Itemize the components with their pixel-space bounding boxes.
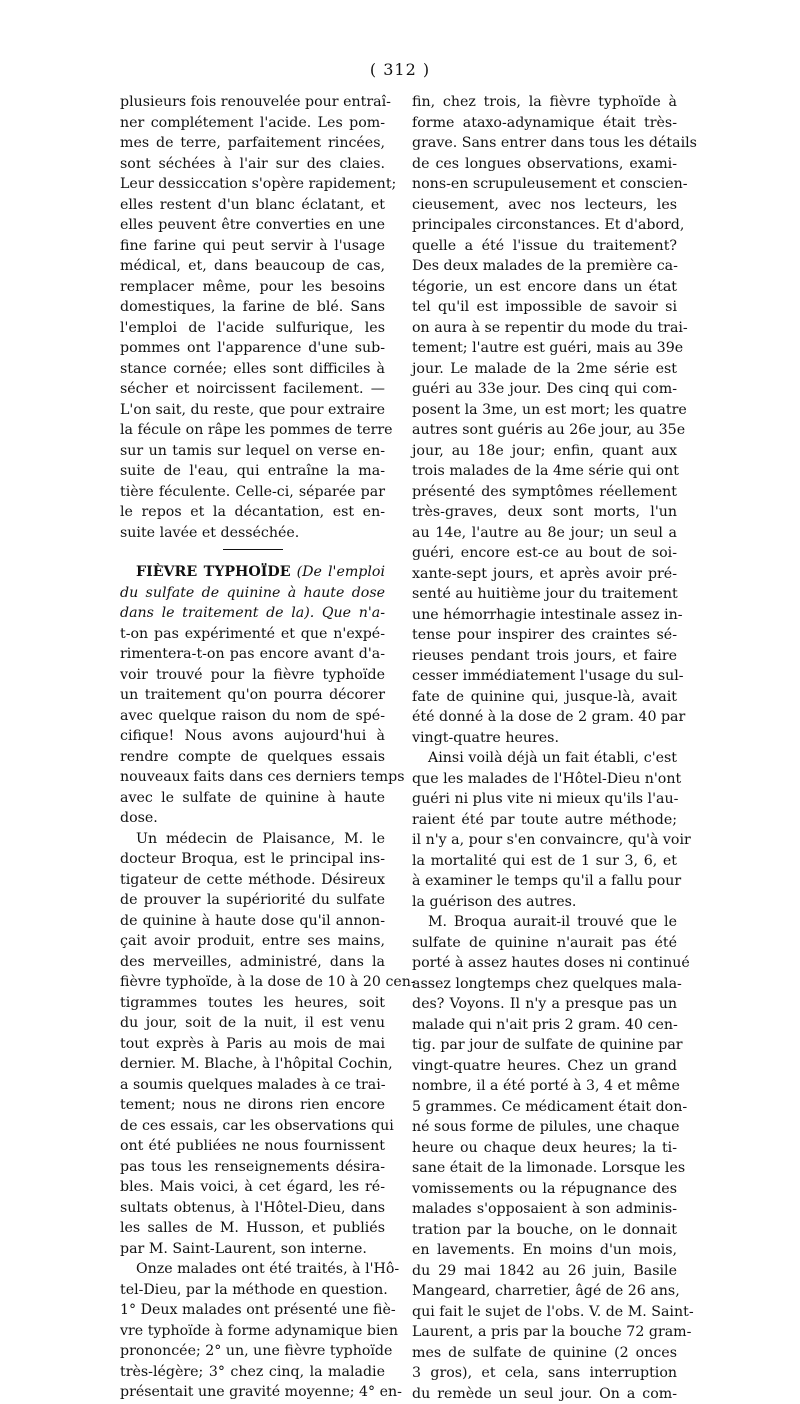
text-line: rendre compte de quelques essais [120, 747, 385, 768]
text-line: M. Broqua aurait-il trouvé que le [412, 912, 677, 933]
text-line: a soumis quelques malades à ce trai- [120, 1075, 385, 1096]
text-line: vingt-quatre heures. Chez un grand [412, 1056, 677, 1077]
text-line: t-on pas expérimenté et que n'expé- [120, 624, 385, 645]
text-line: tégorie, un est encore dans un état [412, 277, 677, 298]
text-line: malades s'opposaient à son adminis- [412, 1199, 677, 1220]
text-line: fièvre typhoïde, à la dose de 10 à 20 cen- [120, 972, 385, 993]
text-line: suite de l'eau, qui entraîne la ma- [120, 461, 385, 482]
section-divider [223, 549, 283, 550]
text-line: médical, et, dans beaucoup de cas, [120, 256, 385, 277]
text-line: docteur Broqua, est le principal ins- [120, 849, 385, 870]
text-line: au 14e, l'autre au 8e jour; un seul a [412, 523, 677, 544]
text-line: Un médecin de Plaisance, M. le [120, 829, 385, 850]
text-line: très-graves, deux sont morts, l'un [412, 502, 677, 523]
text-line: sur un tamis sur lequel on verse en- [120, 441, 385, 462]
text-line: vre typhoïde à forme adynamique bien [120, 1321, 385, 1342]
text-line: guéri ni plus vite ni mieux qu'ils l'au- [412, 789, 677, 810]
text-line: tement; l'autre est guéri, mais au 39e [412, 338, 677, 359]
text-line: mes de terre, parfaitement rincées, [120, 133, 385, 154]
text-line: fate de quinine qui, jusque-là, avait [412, 687, 677, 708]
text-line: pommes ont l'apparence d'une sub- [120, 338, 385, 359]
text-line: voir trouvé pour la fièvre typhoïde [120, 665, 385, 686]
heading-subtitle: (De l'emploi [291, 564, 385, 580]
text-line: l'emploi de l'acide sulfurique, les [120, 318, 385, 339]
text-line: fine farine qui peut servir à l'usage [120, 236, 385, 257]
text-line: sont séchées à l'air sur des claies. [120, 154, 385, 175]
text-line: mes de sulfate de quinine (2 onces [412, 1343, 677, 1364]
text-line: tière féculente. Celle-ci, séparée par [120, 482, 385, 503]
text-line: jour, au 18e jour; enfin, quant aux [412, 441, 677, 462]
text-line: sane était de la limonade. Lorsque les [412, 1158, 677, 1179]
text-line: de prouver la supériorité du sulfate [120, 890, 385, 911]
text-line: Laurent, a pris par la bouche 72 gram- [412, 1322, 677, 1343]
paragraph-broqua [120, 829, 385, 1260]
text-line: stance cornée; elles sont difficiles à [120, 359, 385, 380]
paragraph-typhoid-intro [120, 583, 385, 829]
right-column [412, 92, 677, 1404]
text-line: assez longtemps chez quelques mala- [412, 974, 677, 995]
text-line: Des deux malades de la première ca- [412, 256, 677, 277]
text-line: tigrammes toutes les heures, soit [120, 993, 385, 1014]
text-line: qui fait le sujet de l'obs. V. de M. Saint- [412, 1302, 677, 1323]
text-line: avec le sulfate de quinine à haute [120, 788, 385, 809]
text-line: malade qui n'ait pris 2 gram. 40 cen- [412, 1015, 677, 1036]
text-line: 5 grammes. Ce médicament était don- [412, 1097, 677, 1118]
text-line: fin, chez trois, la fièvre typhoïde à [412, 92, 677, 113]
text-line: xante-sept jours, et après avoir pré- [412, 564, 677, 585]
text-line: en lavements. En moins d'un mois, [412, 1240, 677, 1261]
text-line: elles restent d'un blanc éclatant, et [120, 195, 385, 216]
text-line: Mangeard, charretier, âgé de 26 ans, [412, 1281, 677, 1302]
text-line: ner complétement l'acide. Les pom- [120, 113, 385, 134]
text-line: dose. [120, 808, 385, 829]
text-line: à examiner le temps qu'il a fallu pour [412, 871, 677, 892]
text-line: tel qu'il est impossible de savoir si [412, 297, 677, 318]
text-line: les salles de M. Husson, et publiés [120, 1218, 385, 1239]
text-line: rieuses pendant trois jours, et faire [412, 646, 677, 667]
page-number: ( 312 ) [0, 60, 800, 79]
text-line: la fécule on râpe les pommes de terre [120, 420, 385, 441]
text-line: forme ataxo-adynamique était très- [412, 113, 677, 134]
text-line: guéri, encore est-ce au bout de soi- [412, 543, 677, 564]
text-line: du jour, soit de la nuit, il est venu [120, 1013, 385, 1034]
text-line: remplacer même, pour les besoins [120, 277, 385, 298]
text-line: bles. Mais voici, à cet égard, les ré- [120, 1177, 385, 1198]
text-line: pas tous les renseignements désira- [120, 1157, 385, 1178]
text-line: prononcée; 2° un, une fièvre typhoïde [120, 1341, 385, 1362]
text-line: que les malades de l'Hôtel-Dieu n'ont [412, 769, 677, 790]
text-line: vingt-quatre heures. [412, 728, 677, 749]
paragraph-potato-starch [120, 92, 385, 543]
text-line: suite lavée et desséchée. [120, 523, 385, 544]
heading-title: FIÈVRE TYPHOÏDE [136, 564, 291, 580]
text-line: autres sont guéris au 26e jour, au 35e [412, 420, 677, 441]
text-line: Onze malades ont été traités, à l'Hô- [120, 1259, 385, 1280]
text-line: présentait une gravité moyenne; 4° en- [120, 1382, 385, 1403]
text-line: nons-en scrupuleusement et conscien- [412, 174, 677, 195]
text-line: du remède un seul jour. On a com- [412, 1384, 677, 1404]
text-line: tigateur de cette méthode. Désireux [120, 870, 385, 891]
text-line: tout exprès à Paris au mois de mai [120, 1034, 385, 1055]
text-line: du sulfate de quinine à haute dose [120, 583, 385, 604]
text-line: plusieurs fois renouvelée pour entraî- [120, 92, 385, 113]
text-line: guéri au 33e jour. Des cinq qui com- [412, 379, 677, 400]
text-line: L'on sait, du reste, que pour extraire [120, 400, 385, 421]
left-column [120, 92, 385, 1403]
text-line: elles peuvent être converties en une [120, 215, 385, 236]
paragraph-conclusion [412, 748, 677, 912]
text-line: sultats obtenus, à l'Hôtel-Dieu, dans [120, 1198, 385, 1219]
text-line: un traitement qu'on pourra décorer [120, 685, 385, 706]
text-line: ont été publiées ne nous fournissent [120, 1136, 385, 1157]
text-line: de ces longues observations, exami- [412, 154, 677, 175]
text-line: de quinine à haute dose qu'il annon- [120, 911, 385, 932]
text-line: nouveaux faits dans ces derniers temps [120, 767, 385, 788]
text-line: Leur dessiccation s'opère rapidement; [120, 174, 385, 195]
text-line: cifique! Nous avons aujourd'hui à [120, 726, 385, 747]
paragraph-results [412, 92, 677, 748]
text-line: des? Voyons. Il n'y a presque pas un [412, 994, 677, 1015]
text-line: une hémorrhagie intestinale assez in- [412, 605, 677, 626]
text-line: porté à assez hautes doses ni continué [412, 953, 677, 974]
text-line: la guérison des autres. [412, 892, 677, 913]
paragraph-dosage [412, 912, 677, 1404]
text-line: très-légère; 3° chez cinq, la maladie [120, 1362, 385, 1383]
text-line: dernier. M. Blache, à l'hôpital Cochin, [120, 1054, 385, 1075]
text-line: cesser immédiatement l'usage du sul- [412, 666, 677, 687]
text-line: il n'y a, pour s'en convaincre, qu'à voir [412, 830, 677, 851]
text-line: Ainsi voilà déjà un fait établi, c'est [412, 748, 677, 769]
text-line: né sous forme de pilules, une chaque [412, 1117, 677, 1138]
text-line: avec quelque raison du nom de spé- [120, 706, 385, 727]
text-line: raient été par toute autre méthode; [412, 810, 677, 831]
text-line: jour. Le malade de la 2me série est [412, 359, 677, 380]
text-line: dans le traitement de la). Que n'a- [120, 603, 385, 624]
text-line: senté au huitième jour du traitement [412, 584, 677, 605]
text-line: 1° Deux malades ont présenté une fiè- [120, 1300, 385, 1321]
text-line: heure ou chaque deux heures; la ti- [412, 1138, 677, 1159]
text-line: vomissements ou la répugnance des [412, 1179, 677, 1200]
paragraph-eleven-patients [120, 1259, 385, 1403]
text-line: domestiques, la farine de blé. Sans [120, 297, 385, 318]
text-line: posent la 3me, un est mort; les quatre [412, 400, 677, 421]
text-line: cieusement, avec nos lecteurs, les [412, 195, 677, 216]
text-line: on aura à se repentir du mode du trai- [412, 318, 677, 339]
text-line: par M. Saint-Laurent, son interne. [120, 1239, 385, 1260]
text-line: sécher et noircissent facilement. — [120, 379, 385, 400]
text-line: des merveilles, administré, dans la [120, 952, 385, 973]
text-line: tense pour inspirer des craintes sé- [412, 625, 677, 646]
text-line: tel-Dieu, par la méthode en question. [120, 1280, 385, 1301]
text-line: la mortalité qui est de 1 sur 3, 6, et [412, 851, 677, 872]
text-line: tement; nous ne dirons rien encore [120, 1095, 385, 1116]
text-line: le repos et la décantation, est en- [120, 502, 385, 523]
text-line: 3 gros), et cela, sans interruption [412, 1363, 677, 1384]
text-line: nombre, il a été porté à 3, 4 et même [412, 1076, 677, 1097]
text-line: grave. Sans entrer dans tous les détails [412, 133, 677, 154]
text-line: sulfate de quinine n'aurait pas été [412, 933, 677, 954]
text-line: quelle a été l'issue du traitement? [412, 236, 677, 257]
text-line: tig. par jour de sulfate de quinine par [412, 1035, 677, 1056]
text-line: rimentera-t-on pas encore avant d'a- [120, 644, 385, 665]
text-line: du 29 mai 1842 au 26 juin, Basile [412, 1261, 677, 1282]
text-line: été donné à la dose de 2 gram. 40 par [412, 707, 677, 728]
text-line: de ces essais, car les observations qui [120, 1116, 385, 1137]
text-line: tration par la bouche, on le donnait [412, 1220, 677, 1241]
text-line: principales circonstances. Et d'abord, [412, 215, 677, 236]
text-line: çait avoir produit, entre ses mains, [120, 931, 385, 952]
section-heading [120, 562, 385, 583]
text-line: trois malades de la 4me série qui ont [412, 461, 677, 482]
text-line: présenté des symptômes réellement [412, 482, 677, 503]
